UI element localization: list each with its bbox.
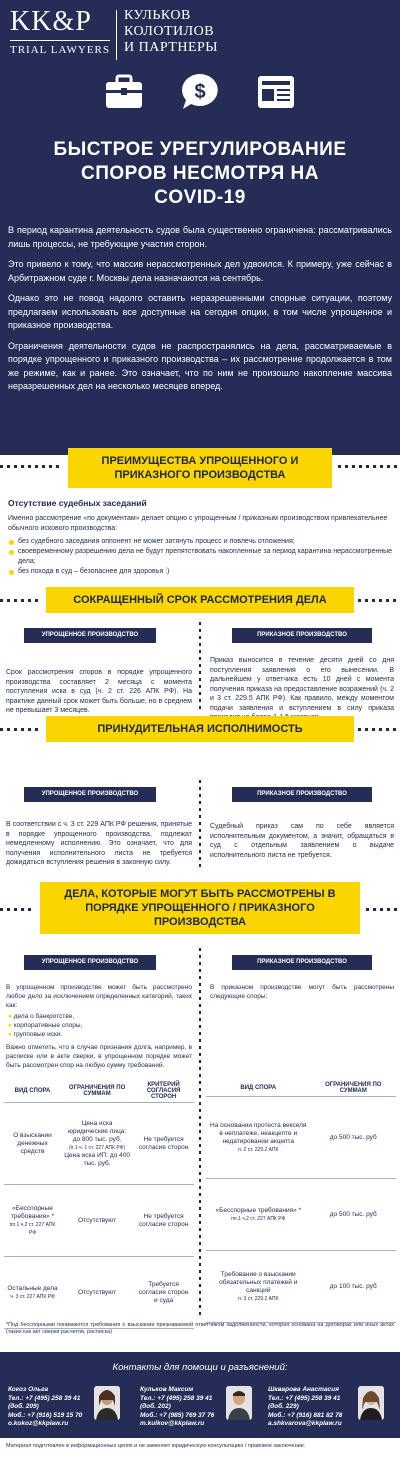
contacts-footer — [0, 1352, 400, 1438]
contact-email[interactable]: a.shkvarova@kkplaw.ru — [268, 1420, 342, 1427]
divider-dots — [358, 728, 400, 731]
logo — [10, 6, 110, 56]
table-cell: Требование о взыскании обязательных платежей и санкций п. 3 ст. 229.2 АПК — [206, 1251, 311, 1323]
table-header: ОГРАНИЧЕНИЯ ПО СУММАМ — [311, 1080, 397, 1097]
contact-card — [8, 1386, 82, 1429]
list-item: без похода в суд – безопаснее для здоровья :) — [8, 567, 392, 577]
exec-writ-text: Судебный приказ сам по себе является исполнительным документом, а значит, обращаться в суд с отдельным заявлением о выдаче исполнительного листа не требуется. — [210, 823, 394, 859]
list-item: ● дела о банкротстве, — [8, 1013, 75, 1020]
title-line: БЫСТРОЕ УРЕГУЛИРОВАНИЕ — [53, 139, 347, 160]
contact-mobile: Моб.: +7 (916) 881 82 78 — [268, 1411, 343, 1419]
intro-paragraph: Ограничения деятельности судов не распространялись на дела, рассматриваемые в порядке упрощенного и приказного производства – их рассмотрение продолжается в том же режиме, как и ранее. Это означает, что по ним не произошло накопление массива неразрешенных дел на несколько месяцев вперед. — [8, 340, 392, 391]
exec-simplified-text: В соответствии с ч. 3 ст. 229 АПК РФ решения, принятые в порядке упрощенного производства, подлежат немедленному исполнению. Это означает, что для получения исполнительного листа не требуется дожидаться вступления решения в законную силу. — [6, 821, 192, 866]
contact-phone: Тел.: +7 (495) 258 39 41 — [140, 1394, 213, 1402]
table-cell: до 100 тыс. руб — [311, 1251, 397, 1323]
table-cell: На основании протеста векселя в неплатеже, неакцепте и недатировании акцепта п. 2 ст. 229.2 АПК — [206, 1097, 311, 1179]
svg-text:$: $ — [194, 81, 206, 103]
column-divider — [199, 948, 201, 1318]
writ-table — [206, 1080, 396, 1323]
briefcase-icon — [102, 70, 146, 114]
firm-name-line: И ПАРТНЕРЫ — [124, 40, 218, 55]
column-divider — [199, 780, 201, 870]
label-simplified: УПРОЩЕННОЕ ПРОИЗВОДСТВО — [24, 955, 156, 970]
heading-line: ПРИКАЗНОГО ПРОИЗВОДСТВА — [114, 469, 286, 481]
list-item: ● корпоративные споры, — [8, 1022, 83, 1029]
advantages-text: Именно рассмотрение «по документам» делает опцию с упрощенным / приказным производством привлекательнее обычного искового производства: — [8, 515, 388, 532]
table-cell: «Бесспорные требования» * пп.1 ч.2 ст. 227 АПК РФ — [206, 1179, 311, 1251]
table-header: ОГРАНИЧЕНИЯ ПО СУММАМ — [61, 1080, 133, 1103]
divider-dots — [338, 465, 400, 468]
contact-card — [140, 1386, 214, 1429]
intro-paragraph: Это привело к тому, что массив нерассмотренных дел удвоился. К примеру, уже сейчас в Арбитражном суде г. Москвы дела назначаются на сентябрь. — [8, 259, 392, 283]
label-writ: ПРИКАЗНОЕ ПРОИЗВОДСТВО — [232, 787, 372, 802]
firm-name-line: КУЛЬКОВ — [124, 8, 191, 23]
table-cell: Требуется согласие сторон и суда — [133, 1257, 194, 1329]
intro-paragraph: Однако это не повод надолго оставить неразрешенными спорные ситуации, поэтому предлагаем использовать все доступные на сегодня опции, в том числе упрощенное и приказное производства. — [8, 293, 392, 330]
term-simplified-text: Срок рассмотрения споров в порядке упрощенного производства составляет 2 месяца с момента поступления иска в суд (ч. 2 ст. 226 АПК РФ). На практике данный срок может быть больше, но в среднем не превышает 3 месяцев. — [6, 669, 192, 714]
table-row — [206, 1251, 396, 1323]
label-simplified: УПРОЩЕННОЕ ПРОИЗВОДСТВО — [24, 787, 156, 802]
divider-dots — [0, 728, 40, 731]
section-heading-cases — [40, 882, 360, 934]
divider-dots — [0, 465, 62, 468]
table-cell: Не требуется согласие сторон — [133, 1103, 194, 1185]
firm-name — [124, 8, 218, 56]
cases-intro: В упрощенном производстве может быть рассмотрено любое дело за исключением определенных категорий, таких как: — [6, 984, 192, 1009]
table-cell: до 500 тыс. руб — [311, 1179, 397, 1251]
divider-dots — [358, 599, 400, 602]
table-cell: Отсутствуют — [61, 1185, 133, 1257]
contact-name: Кульков Максим — [140, 1386, 194, 1393]
table-cell: Не требуется согласие сторон — [133, 1185, 194, 1257]
table-row — [4, 1103, 194, 1185]
table-row — [4, 1185, 194, 1257]
icon-row — [0, 70, 400, 115]
table-cell: Цена иска юридические лица: до 800 тыс. руб. (п.1 ч. 1 ст. 227 АПК РФ) Цена иска ИП: до 400 тыс. руб. — [61, 1103, 133, 1185]
simplified-table — [4, 1080, 194, 1329]
newspaper-icon — [254, 70, 298, 114]
table-row — [4, 1257, 194, 1329]
table-cell: «Бесспорные требования» * пп.1 ч.2 ст. 227 АПК РФ — [4, 1185, 61, 1257]
contact-email[interactable]: o.kokoz@kkplaw.ru — [8, 1420, 69, 1427]
footnote: *Под бесспорными понимаются требования о взыскании признаваемой ответчиком задолженности, которая основана на договорах или иных актах (таких как акт сверки расчетов, расписка) — [6, 1322, 394, 1335]
firm-name-line: КОЛОТИЛОВ — [124, 24, 215, 39]
divider-dots — [0, 599, 40, 602]
label-writ: ПРИКАЗНОЕ ПРОИЗВОДСТВО — [232, 628, 372, 643]
divider-dots — [366, 908, 400, 911]
advantages-section — [8, 498, 392, 577]
disclaimer: Материал подготовлен в информационных целях и не заменяет юридическую консультацию / правовое заключение. — [6, 1443, 306, 1449]
contacts-heading: Контакты для помощи и разъяснений: — [112, 1362, 288, 1373]
list-item: своевременному разрешению дела не будут препятствовать накопленные за период карантина нерассмотренные дела; — [8, 547, 392, 567]
title-line: СПОРОВ НЕСМОТРЯ НА — [80, 163, 319, 184]
contact-ext: (доб. 202) — [140, 1403, 171, 1410]
contact-card — [268, 1386, 342, 1429]
advantages-subtitle: Отсутствие судебных заседаний — [8, 498, 147, 508]
table-header: ВИД СПОРА — [4, 1080, 61, 1103]
table-cell: Остальные дела ч. 3 ст. 227 АПК РФ — [4, 1257, 61, 1329]
section-heading-term: СОКРАЩЕННЫЙ СРОК РАССМОТРЕНИЯ ДЕЛА — [46, 587, 354, 613]
table-cell: О взыскании денежных средств — [4, 1103, 61, 1185]
advantages-list — [8, 537, 392, 577]
table-cell: Отсутствуют — [61, 1257, 133, 1329]
logo-divider — [116, 10, 117, 60]
exclusions-list — [8, 1012, 192, 1039]
cases-note: Важно отметить, что в случае признания долга, например, в расписке или в акте сверки, в упрощенном порядке может быть рассмотрен спор на любую сумму требований. — [6, 1044, 192, 1069]
page-title — [0, 138, 400, 210]
label-simplified: УПРОЩЕННОЕ ПРОИЗВОДСТВО — [24, 628, 156, 643]
table-row — [206, 1179, 396, 1251]
contact-mobile: Моб.: +7 (916) 519 15 70 — [8, 1411, 83, 1419]
dollar-chat-icon — [178, 70, 222, 114]
list-item: без судебного заседания оппонент не может затянуть процесс и повлечь отложения; — [8, 537, 392, 547]
logo-tagline: TRIAL LAWYERS — [10, 40, 110, 56]
contact-phone: Тел.: +7 (495) 258 39 41 — [8, 1394, 81, 1402]
cases-simplified-text — [6, 983, 192, 1070]
heading-line: ПРЕИМУЩЕСТВА УПРОЩЕННОГО И — [101, 455, 299, 467]
table-header: ВИД СПОРА — [206, 1080, 311, 1097]
section-heading-advantages — [68, 448, 332, 488]
column-divider — [199, 622, 201, 712]
intro-text — [8, 224, 392, 401]
heading-line: ДЕЛА, КОТОРЫЕ МОГУТ БЫТЬ РАССМОТРЕНЫ В — [64, 888, 336, 900]
table-row — [206, 1097, 396, 1179]
title-line: COVID-19 — [154, 187, 246, 208]
cases-writ-text: В приказном производстве могут быть рассмотрены следующие споры: — [210, 984, 394, 1000]
heading-line: ПОРЯДКЕ УПРОЩЕННОГО / ПРИКАЗНОГО — [85, 902, 315, 914]
term-writ-text: Приказ выносится в течение десяти дней со дня поступления заявления о его вынесении. В дальнейшем у ответчика есть 10 дней с момента получения приказа на предоставление возражений (ч. 2 и 3 ст. 229.5 АПК РФ). Как правило, между моментом подачи заявления и вступлением в силу приказа — [210, 657, 394, 712]
list-item: ● групповые иски. — [8, 1031, 63, 1038]
avatar — [94, 1386, 120, 1420]
heading-line: ПРОИЗВОДСТВА — [153, 916, 247, 928]
section-heading-exec: ПРИНУДИТЕЛЬНАЯ ИСПОЛНИМОСТЬ — [46, 716, 354, 742]
hero-section — [0, 0, 400, 455]
contact-ext: (доб. 229) — [268, 1403, 299, 1410]
contact-email[interactable]: m.kulkov@kkplaw.ru — [140, 1420, 205, 1427]
table-header: КРИТЕРИЙ СОГЛАСИЯ СТОРОН — [133, 1080, 194, 1103]
avatar — [358, 1386, 384, 1420]
contact-ext: (доб. 209) — [8, 1403, 39, 1410]
contact-name: Кокоз Ольга — [8, 1386, 49, 1393]
logo-mark: KK&P — [10, 6, 92, 37]
contact-mobile: Моб.: +7 (985) 769 37 76 — [140, 1411, 215, 1419]
contact-phone: Тел.: +7 (495) 258 39 41 — [268, 1394, 341, 1402]
contact-name: Шкварова Анастасия — [268, 1386, 339, 1393]
intro-paragraph: В период карантина деятельность судов была существенно ограничена: рассматривались лишь процессы, не требующие участия сторон. — [8, 225, 392, 249]
table-cell: до 500 тыс. руб — [311, 1097, 397, 1179]
avatar — [226, 1386, 252, 1420]
divider-dots — [0, 908, 34, 911]
label-writ: ПРИКАЗНОЕ ПРОИЗВОДСТВО — [232, 955, 372, 970]
